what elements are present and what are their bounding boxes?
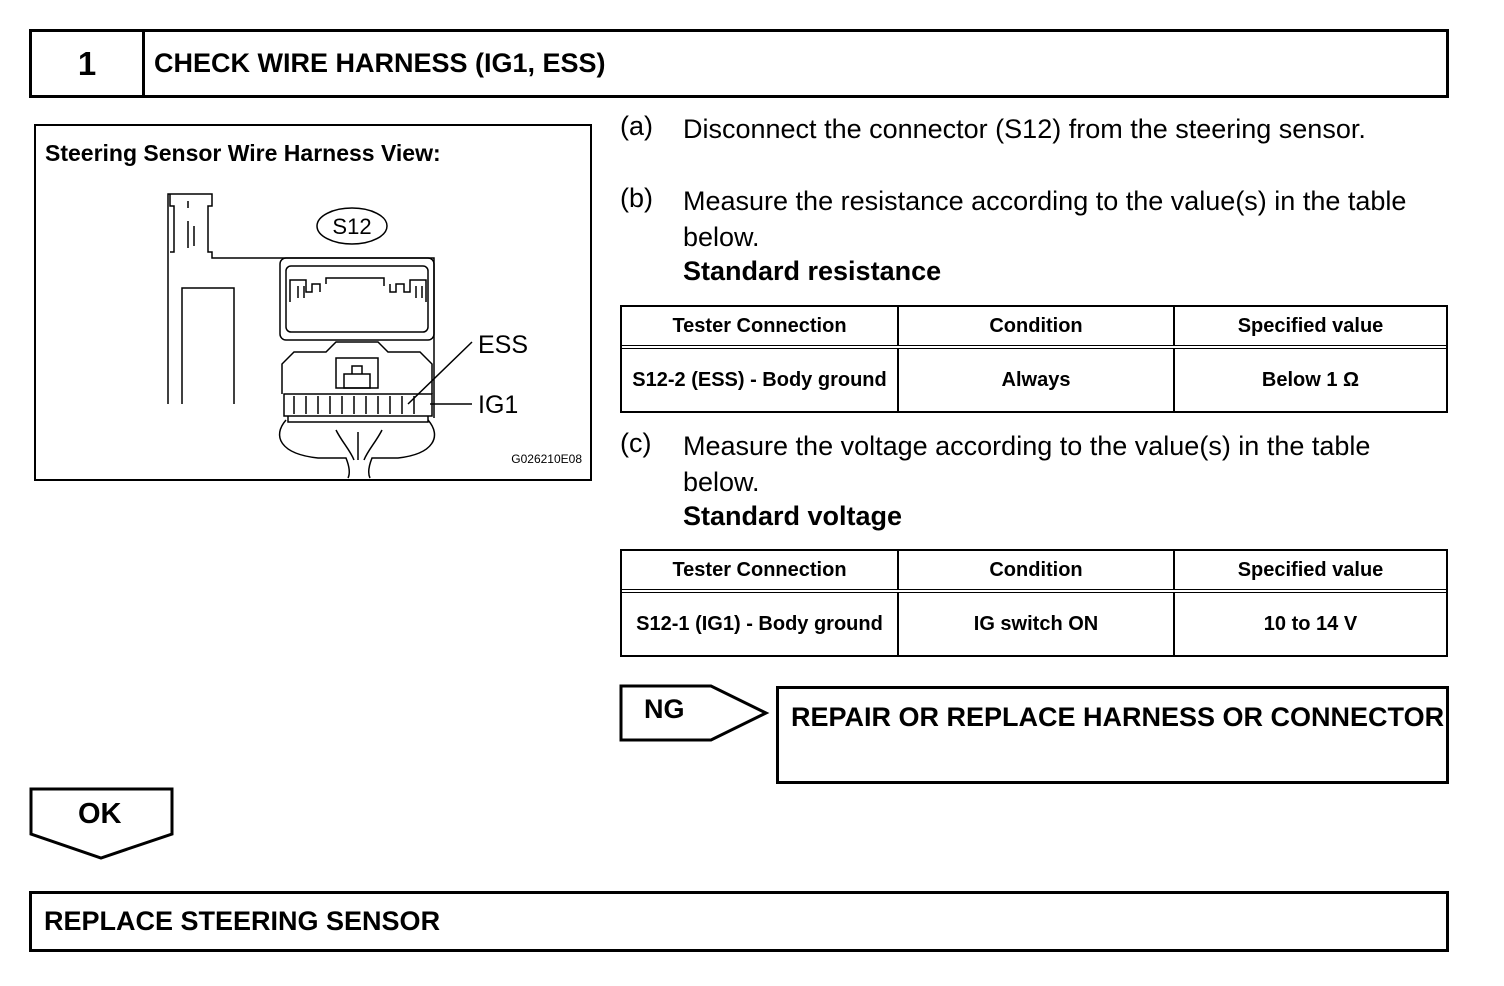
- instruction-c-letter: (c): [620, 428, 652, 458]
- voltage-table: [620, 549, 1448, 657]
- step-header: [29, 29, 1449, 98]
- table-row: [622, 349, 1446, 411]
- table-cell: S12-1 (IG1) - Body ground: [636, 613, 883, 635]
- table-cell: 10 to 14 V: [1173, 593, 1446, 655]
- table-header-cell: Specified value: [1173, 551, 1446, 589]
- instruction-b-letter: (b): [620, 183, 653, 213]
- table-cell: Always: [897, 349, 1173, 411]
- ok-action-text: REPLACE STEERING SENSOR: [44, 906, 441, 936]
- pin-label-ess: ESS: [478, 331, 529, 359]
- table-header-row: [622, 307, 1446, 349]
- table-row: [622, 593, 1446, 655]
- wire-harness-illustration: [34, 124, 592, 481]
- connector-drawing: [36, 126, 590, 479]
- table-header-row: [622, 551, 1446, 593]
- table-cell: Below 1 Ω: [1173, 349, 1446, 411]
- instruction-a-text: Disconnect the connector (S12) from the steering sensor.: [683, 114, 1366, 144]
- resistance-table: [620, 305, 1448, 413]
- instruction-b-text: Measure the resistance according to the value(s) in the table below.: [683, 186, 1407, 252]
- ok-label: OK: [78, 798, 122, 830]
- table-header-cell: Condition: [897, 307, 1173, 345]
- connector-label: S12: [332, 214, 372, 239]
- ng-action-text: REPAIR OR REPLACE HARNESS OR CONNECTOR: [791, 702, 1445, 732]
- table-header-cell: Tester Connection: [672, 559, 847, 581]
- standard-resistance-heading: Standard resistance: [683, 256, 942, 286]
- table-header-cell: Condition: [897, 551, 1173, 589]
- table-cell: IG switch ON: [897, 593, 1173, 655]
- illustration-title: Steering Sensor Wire Harness View:: [45, 140, 441, 166]
- standard-voltage-heading: Standard voltage: [683, 501, 903, 531]
- table-header-cell: Tester Connection: [672, 315, 847, 337]
- step-number: 1: [32, 32, 145, 95]
- ng-arrow-icon: [619, 684, 771, 744]
- instruction-c-text: Measure the voltage according to the value(s) in the table below.: [683, 431, 1371, 497]
- table-cell: S12-2 (ESS) - Body ground: [632, 369, 887, 391]
- figure-code: G026210E08: [511, 452, 582, 466]
- instruction-a-letter: (a): [620, 111, 653, 141]
- ng-label: NG: [644, 694, 685, 724]
- ng-result-box: [776, 686, 1449, 784]
- table-header-cell: Specified value: [1173, 307, 1446, 345]
- step-title: CHECK WIRE HARNESS (IG1, ESS): [154, 48, 606, 78]
- ok-result-box: [29, 891, 1449, 952]
- pin-label-ig1: IG1: [478, 391, 519, 419]
